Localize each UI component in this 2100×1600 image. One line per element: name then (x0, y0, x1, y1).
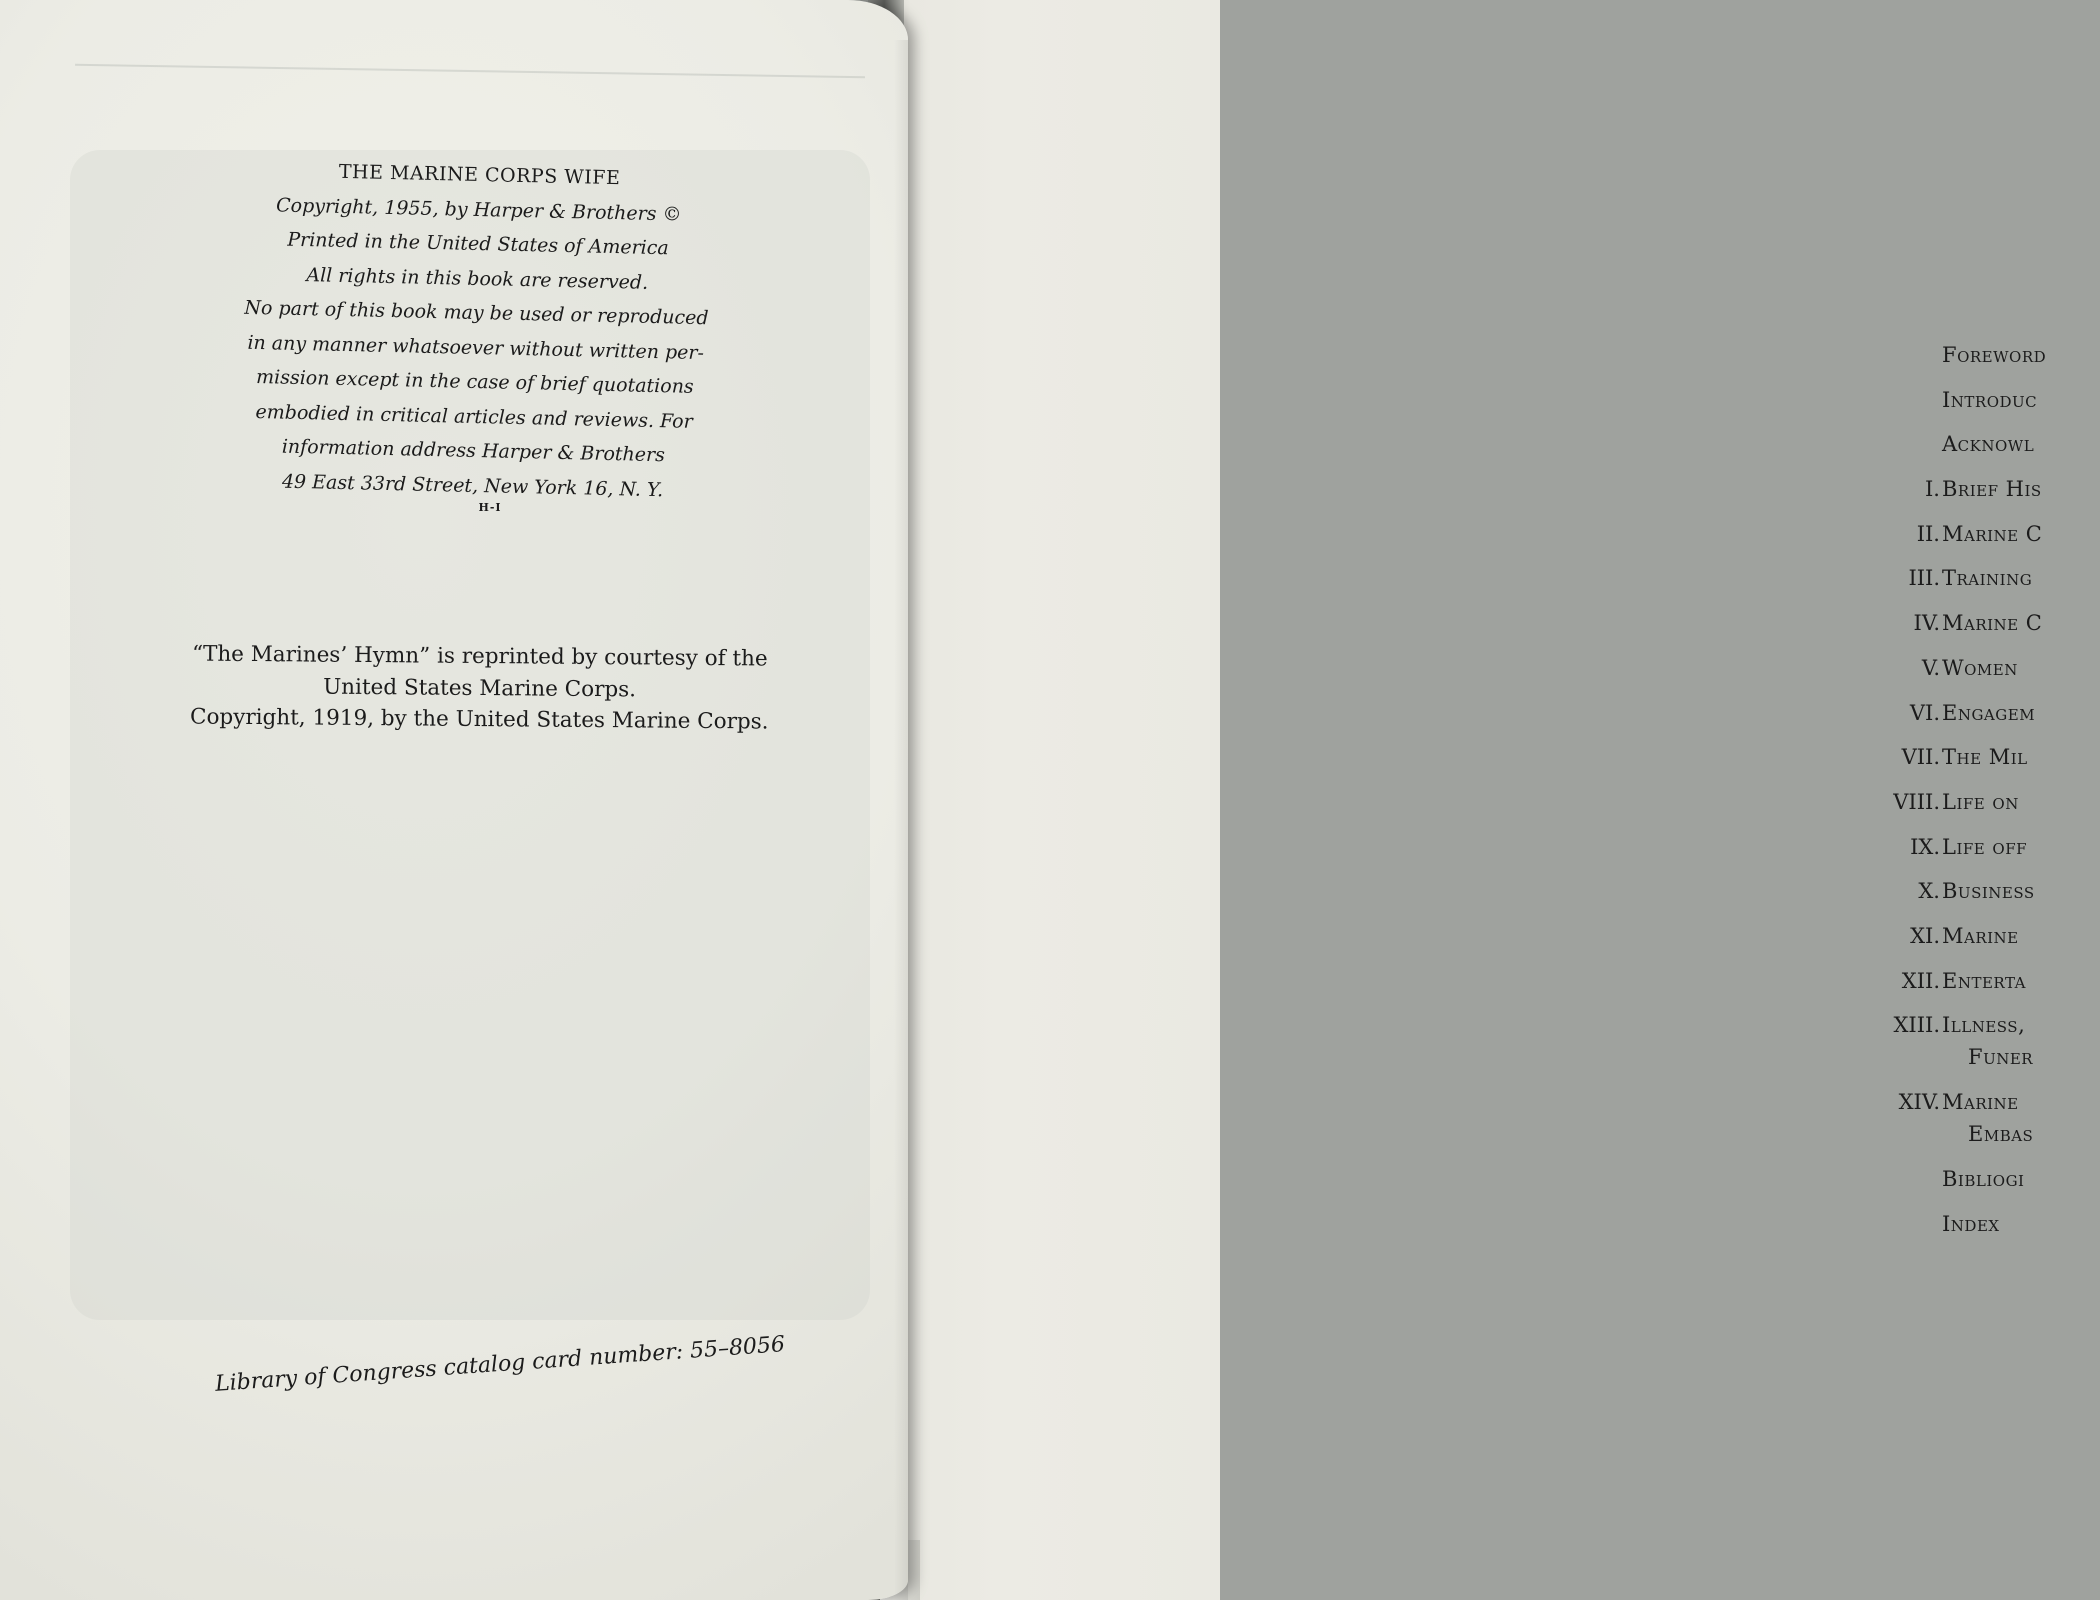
copyright-notice (192, 152, 760, 510)
toc-number: VI. (1909, 700, 1940, 725)
table-of-contents (1860, 343, 2100, 1257)
toc-entry (1860, 835, 2100, 880)
toc-entry (1860, 343, 2100, 388)
toc-entry (1860, 745, 2100, 790)
toc-title: Women (1942, 655, 2018, 680)
show-through-rule (75, 64, 865, 78)
toc-number: X. (1918, 879, 1940, 904)
toc-entry (1860, 566, 2100, 611)
toc-number: IV. (1913, 611, 1940, 636)
copyright-line: Copyright, 1955, by Harper & Brothers © (275, 193, 682, 226)
toc-number: I. (1925, 477, 1940, 502)
toc-title: Enterta (1942, 968, 2026, 993)
toc-entry (1860, 924, 2100, 969)
toc-title: Marine (1942, 1090, 2019, 1115)
toc-entry (1860, 656, 2100, 701)
copyright-line: No part of this book may be used or reproduced (244, 296, 709, 330)
right-page (880, 0, 2047, 1600)
toc-title: Acknowl (1942, 432, 2035, 457)
copyright-line: mission except in the case of brief quotations (255, 365, 694, 398)
copyright-line: Printed in the United States of America (287, 228, 669, 260)
toc-title: Foreword (1942, 343, 2047, 367)
toc-number: VII. (1901, 745, 1940, 770)
toc-title-continued: Funer (1968, 1045, 2034, 1070)
toc-entry (1860, 611, 2100, 656)
hymn-line: United States Marine Corps. (323, 674, 637, 702)
toc-entry (1860, 477, 2100, 522)
toc-number: III. (1908, 566, 1940, 591)
copyright-line: information address Harper & Brothers (281, 435, 666, 467)
toc-title: Engagem (1942, 700, 2036, 725)
printer-code: H-I (478, 501, 502, 514)
toc-entry (1860, 969, 2100, 1014)
copyright-line: in any manner whatsoever without written per- (247, 331, 705, 364)
toc-entry (1860, 522, 2100, 567)
toc-title: Marine C (1942, 521, 2043, 546)
toc-number: V. (1921, 655, 1940, 680)
hymn-line: Copyright, 1919, by the United States Marine Corps. (189, 704, 769, 735)
toc-title: Marine (1942, 923, 2019, 948)
toc-title: Bibliogi (1942, 1167, 2025, 1192)
toc-entry (1860, 388, 2100, 433)
hymn-credit (149, 638, 810, 738)
toc-number: XIII. (1893, 1013, 1940, 1038)
copyright-line: All rights in this book are reserved. (306, 263, 649, 294)
toc-title: Introduc (1942, 387, 2038, 412)
toc-number: XIV. (1898, 1090, 1940, 1115)
toc-title: Business (1942, 879, 2035, 904)
page-curl-shadow (894, 40, 908, 1600)
toc-title: Brief His (1942, 477, 2042, 502)
toc-number: II. (1916, 521, 1940, 546)
toc-entry (1860, 432, 2100, 477)
book-title: THE MARINE CORPS WIFE (338, 160, 621, 190)
toc-title: Training (1942, 566, 2033, 591)
toc-entry (1860, 1013, 2100, 1090)
left-page (0, 0, 908, 1600)
toc-entry (1860, 1167, 2100, 1212)
toc-number: XI. (1910, 923, 1940, 948)
copyright-line: embodied in critical articles and reviews. For (255, 400, 693, 433)
lccn-line: Library of Congress catalog card number: 55–8056 (214, 1332, 786, 1397)
toc-entry (1860, 701, 2100, 746)
toc-entry (1860, 1212, 2100, 1257)
toc-title: Illness, (1942, 1013, 2026, 1038)
toc-entry (1860, 879, 2100, 924)
toc-number: XII. (1901, 968, 1940, 993)
toc-title: Marine C (1942, 611, 2043, 636)
toc-title: Index (1942, 1212, 2000, 1236)
copyright-line: 49 East 33rd Street, New York 16, N. Y. (281, 470, 664, 501)
toc-number: IX. (1910, 834, 1940, 859)
hymn-line: “The Marines’ Hymn” is reprinted by courtesy of the (191, 641, 768, 672)
toc-number: VIII. (1893, 789, 1940, 814)
toc-title-continued: Embas (1968, 1122, 2034, 1147)
toc-title: The Mil (1942, 745, 2028, 770)
toc-title: Life on (1942, 789, 2019, 814)
toc-entry (1860, 1090, 2100, 1167)
toc-title: Life off (1942, 834, 2028, 859)
toc-entry (1860, 790, 2100, 835)
